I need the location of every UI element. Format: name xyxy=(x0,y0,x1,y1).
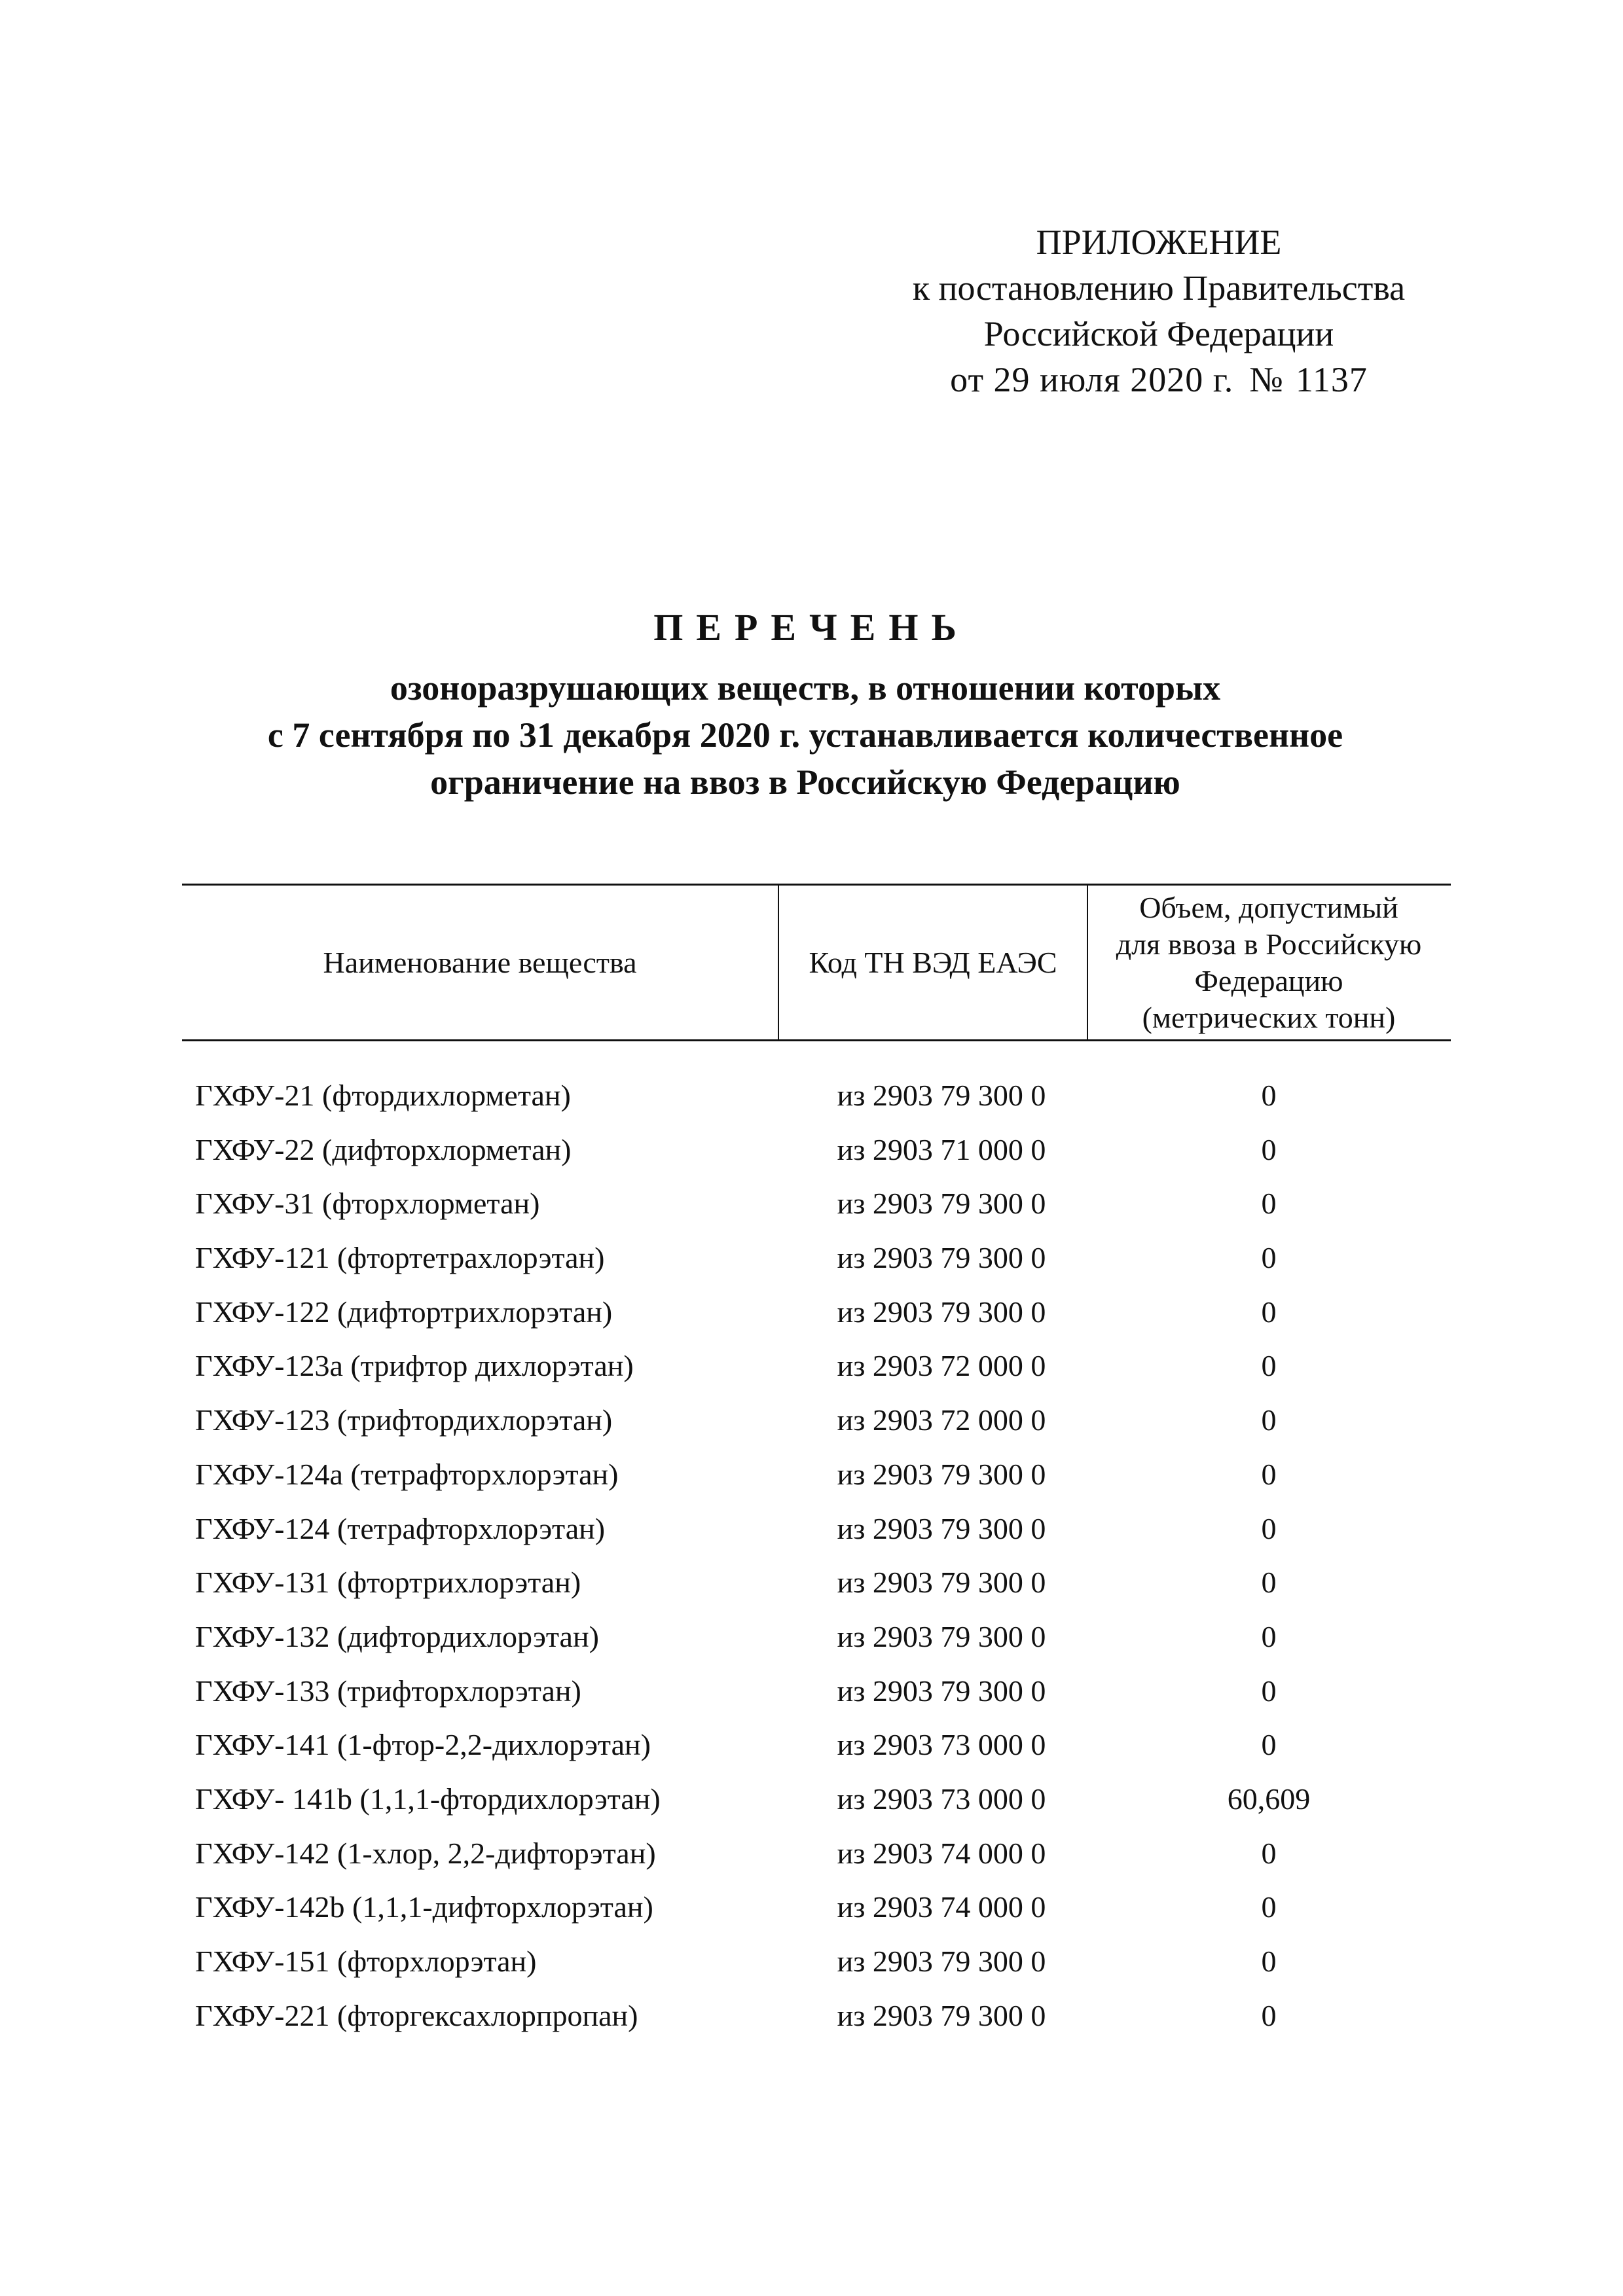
table-row xyxy=(182,1123,1451,1177)
table-row xyxy=(182,1285,1451,1340)
tnved-code-cell: из 2903 73 000 0 xyxy=(837,1728,1046,1762)
table-row xyxy=(182,1989,1451,2043)
allowed-volume-cell: 0 xyxy=(1261,1079,1277,1112)
substance-name-cell: ГХФУ-31 (фторхлорметан) xyxy=(195,1187,540,1221)
tnved-code-cell: из 2903 79 300 0 xyxy=(837,1295,1046,1329)
header-substance-name: Наименование вещества xyxy=(323,945,637,979)
tnved-code-cell: из 2903 72 000 0 xyxy=(837,1403,1046,1437)
allowed-volume-cell: 0 xyxy=(1261,1403,1277,1437)
tnved-code-cell: из 2903 73 000 0 xyxy=(837,1782,1046,1816)
document-subtitle xyxy=(183,664,1427,806)
substance-name-cell: ГХФУ-132 (дифтордихлорэтан) xyxy=(195,1619,599,1653)
substance-name-cell: ГХФУ-151 (фторхлорэтан) xyxy=(195,1945,537,1978)
annex-number-sign: № xyxy=(1249,360,1284,399)
tnved-code-cell: из 2903 79 300 0 xyxy=(837,1945,1046,1978)
substance-name-cell: ГХФУ-142b (1,1,1-дифторхлорэтан) xyxy=(195,1890,653,1924)
allowed-volume-cell: 0 xyxy=(1261,1619,1277,1653)
header-tnved-code: Код ТН ВЭД ЕАЭС xyxy=(778,886,1088,1039)
allowed-volume-cell: 0 xyxy=(1261,1511,1277,1545)
allowed-volume-cell: 60,609 xyxy=(1227,1782,1311,1816)
substance-name-cell: ГХФУ-121 (фтортетрахлорэтан) xyxy=(195,1241,605,1275)
table-row xyxy=(182,1664,1451,1719)
subtitle-line-2: с 7 сентября по 31 декабря 2020 г. устанавливается количественное xyxy=(267,715,1343,755)
substance-name-cell: ГХФУ-124а (тетрафторхлорэтан) xyxy=(195,1457,619,1491)
substance-name-cell: ГХФУ-123 (трифтордихлорэтан) xyxy=(195,1403,613,1437)
tnved-code-cell: из 2903 74 000 0 xyxy=(837,1890,1046,1924)
table-row xyxy=(182,1177,1451,1231)
substance-name-cell: ГХФУ-141 (1-фтор-2,2-дихлорэтан) xyxy=(195,1728,651,1762)
table-row xyxy=(182,1610,1451,1664)
table-row xyxy=(182,1339,1451,1393)
subtitle-line-1: озоноразрушающих веществ, в отношении которых xyxy=(390,668,1221,708)
allowed-volume-cell: 0 xyxy=(1261,1349,1277,1383)
substance-name-cell: ГХФУ-221 (фторгексахлорпропан) xyxy=(195,1998,638,2032)
substance-name-cell: ГХФУ-123а (трифтор дихлорэтан) xyxy=(195,1349,634,1383)
table-header xyxy=(182,884,1451,1041)
tnved-code-cell: из 2903 79 300 0 xyxy=(837,1998,1046,2032)
tnved-code-cell: из 2903 79 300 0 xyxy=(837,1566,1046,1600)
document-title: ПЕРЕЧЕНЬ xyxy=(653,606,970,649)
table-row xyxy=(182,1935,1451,1989)
annex-date-number xyxy=(838,357,1480,403)
allowed-volume-cell: 0 xyxy=(1261,1187,1277,1221)
substance-name-cell: ГХФУ-124 (тетрафторхлорэтан) xyxy=(195,1511,606,1545)
allowed-volume-cell: 0 xyxy=(1261,1295,1277,1329)
allowed-volume-cell: 0 xyxy=(1261,1945,1277,1978)
allowed-volume-cell: 0 xyxy=(1261,1998,1277,2032)
allowed-volume-cell: 0 xyxy=(1261,1132,1277,1166)
table-row xyxy=(182,1393,1451,1448)
table-row xyxy=(182,1448,1451,1502)
table-row xyxy=(182,1718,1451,1772)
allowed-volume-cell: 0 xyxy=(1261,1241,1277,1275)
tnved-code-cell: из 2903 79 300 0 xyxy=(837,1511,1046,1545)
substance-name-cell: ГХФУ-142 (1-хлор, 2,2-дифторэтан) xyxy=(195,1836,656,1870)
tnved-code-cell: из 2903 79 300 0 xyxy=(837,1079,1046,1112)
substance-name-cell: ГХФУ-122 (дифтортрихлорэтан) xyxy=(195,1295,613,1329)
annex-header xyxy=(838,219,1480,403)
subtitle-line-3: ограничение на ввоз в Российскую Федерацию xyxy=(430,762,1180,802)
allowed-volume-cell: 0 xyxy=(1261,1890,1277,1924)
tnved-code-cell: из 2903 72 000 0 xyxy=(837,1349,1046,1383)
table-row xyxy=(182,1231,1451,1285)
allowed-volume-cell: 0 xyxy=(1261,1566,1277,1600)
table-row xyxy=(182,1069,1451,1123)
allowed-volume-cell: 0 xyxy=(1261,1674,1277,1708)
tnved-code-cell: из 2903 74 000 0 xyxy=(837,1836,1046,1870)
annex-line-2: Российской Федерации xyxy=(983,314,1334,353)
annex-line-1: к постановлению Правительства xyxy=(912,268,1406,308)
allowed-volume-cell: 0 xyxy=(1261,1836,1277,1870)
substance-name-cell: ГХФУ-133 (трифторхлорэтан) xyxy=(195,1674,581,1708)
table-row xyxy=(182,1827,1451,1881)
allowed-volume-cell: 0 xyxy=(1261,1457,1277,1491)
substance-name-cell: ГХФУ-131 (фтортрихлорэтан) xyxy=(195,1566,581,1600)
table-row xyxy=(182,1880,1451,1935)
allowed-volume-cell: 0 xyxy=(1261,1728,1277,1762)
tnved-code-cell: из 2903 79 300 0 xyxy=(837,1241,1046,1275)
annex-heading: ПРИЛОЖЕНИЕ xyxy=(1036,223,1282,262)
table-row xyxy=(182,1772,1451,1827)
table-row xyxy=(182,1556,1451,1610)
table-row xyxy=(182,1502,1451,1556)
substances-table-body xyxy=(182,1069,1451,2043)
header-allowed-volume: Объем, допустимый для ввоза в Российскую Федерацию (метрических тонн) xyxy=(1116,890,1422,1034)
tnved-code-cell: из 2903 79 300 0 xyxy=(837,1619,1046,1653)
annex-number: 1137 xyxy=(1295,360,1368,399)
substance-name-cell: ГХФУ-22 (дифторхлорметан) xyxy=(195,1132,572,1166)
tnved-code-cell: из 2903 71 000 0 xyxy=(837,1132,1046,1166)
tnved-code-cell: из 2903 79 300 0 xyxy=(837,1674,1046,1708)
annex-date: от 29 июля 2020 г. xyxy=(950,360,1234,399)
substance-name-cell: ГХФУ- 141b (1,1,1-фтордихлорэтан) xyxy=(195,1782,661,1816)
tnved-code-cell: из 2903 79 300 0 xyxy=(837,1187,1046,1221)
substance-name-cell: ГХФУ-21 (фтордихлорметан) xyxy=(195,1079,571,1112)
tnved-code-cell: из 2903 79 300 0 xyxy=(837,1457,1046,1491)
